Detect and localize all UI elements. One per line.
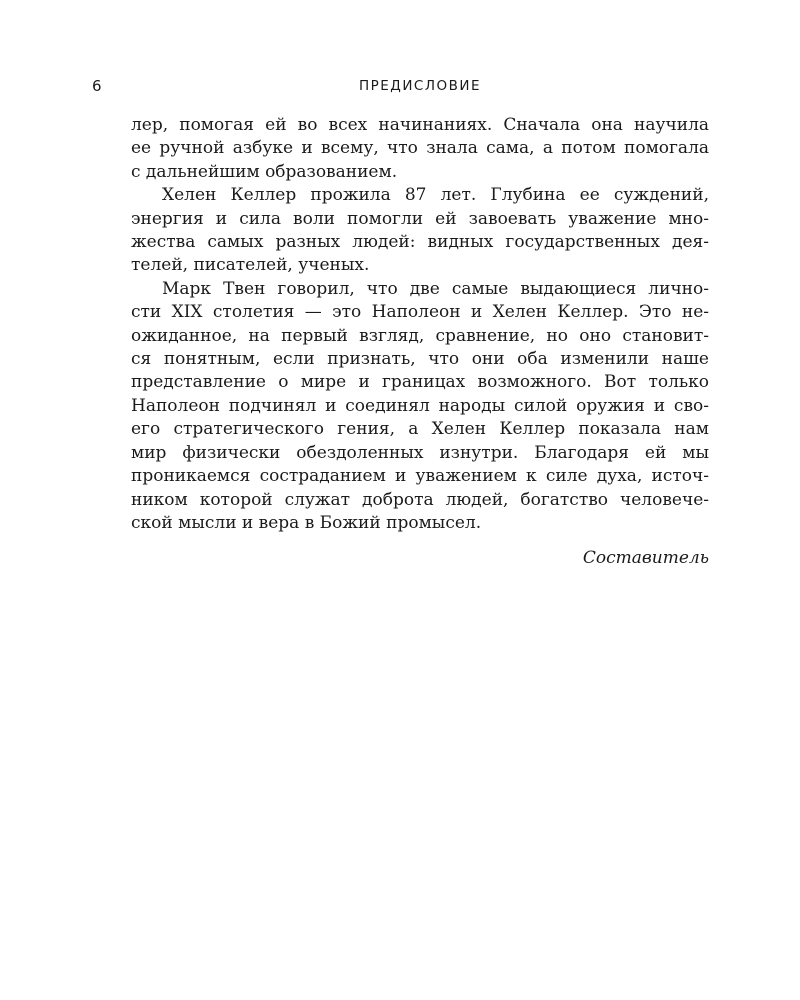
- text-line: ее ручной азбуке и всему, что знала сама, а потом помогала: [131, 138, 709, 159]
- text-line: энергия и сила воли помогли ей завоевать уважение мно-: [131, 208, 709, 229]
- text-line: Хелен Келлер прожила 87 лет. Глубина ее суждений,: [162, 185, 709, 206]
- text-line: ся понятным, если признать, что они оба изменили наше: [131, 349, 709, 370]
- text-line: ником которой служат доброта людей, богатство человече-: [131, 489, 709, 510]
- text-line: представление о мире и границах возможного. Вот только: [131, 372, 709, 393]
- text-line: ожиданное, на первый взгляд, сравнение, но оно становит-: [131, 325, 709, 346]
- text-line: сти XIX столетия — это Наполеон и Хелен Келлер. Это не-: [131, 302, 709, 323]
- text-line: Наполеон подчинял и соединял народы силой оружия и сво-: [131, 395, 709, 416]
- signature: Составитель: [582, 548, 709, 569]
- text-line: проникаемся состраданием и уважением к силе духа, источ-: [131, 466, 709, 487]
- page-number: 6: [92, 77, 103, 95]
- text-line: ской мысли и вера в Божий промысел.: [131, 512, 482, 533]
- text-line: мир физически обездоленных изнутри. Благодаря ей мы: [131, 442, 709, 463]
- text-line: жества самых разных людей: видных государственных дея-: [131, 232, 709, 253]
- text-line: Марк Твен говорил, что две самые выдающиеся лично-: [162, 278, 709, 299]
- body-text: [131, 114, 709, 571]
- text-line: его стратегического гения, а Хелен Келлер показала нам: [131, 419, 709, 440]
- text-line: телей, писателей, ученых.: [131, 255, 370, 276]
- running-title: ПРЕДИСЛОВИЕ: [358, 78, 482, 94]
- text-line: лер, помогая ей во всех начинаниях. Сначала она научила: [131, 115, 709, 135]
- text-line: с дальнейшим образованием.: [131, 161, 398, 182]
